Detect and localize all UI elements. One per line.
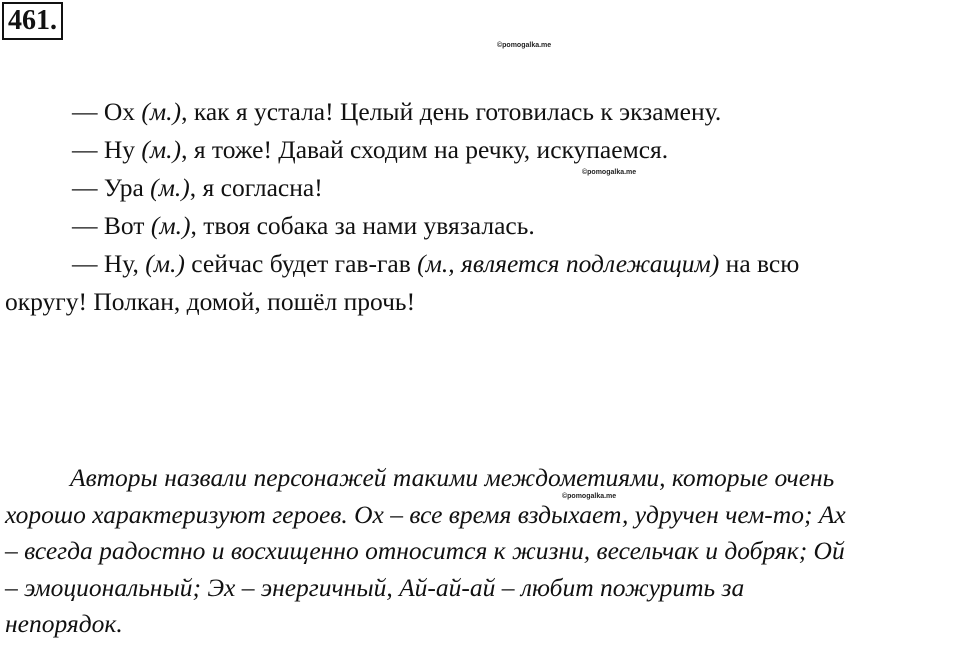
dialogue-text: , как я устала! Целый день готовилась к экзамену. (181, 97, 722, 126)
answer-paragraph (0, 460, 960, 643)
dialogue-text: — Вот (72, 211, 151, 240)
dialogue-note: (м.) (141, 135, 182, 164)
dialogue-note: (м.) (150, 211, 191, 240)
dialogue-text: округу! Полкан, домой, пошёл прочь! (5, 287, 416, 316)
dialogue-line (0, 283, 960, 321)
dialogue-text: на всю (719, 249, 800, 278)
dialogue-text: , я согласна! (189, 173, 323, 202)
dialogue-line (0, 131, 960, 169)
dialogue-line (0, 169, 960, 207)
watermark: ©pomogalka.me (562, 493, 617, 500)
dialogue-note: (м.) (141, 97, 182, 126)
dialogue-text: — Ура (72, 173, 151, 202)
dialogue-text: , я тоже! Давай сходим на речку, искупаемся. (181, 135, 669, 164)
dialogue-text: — Ох (72, 97, 142, 126)
dialogue-line (0, 245, 960, 283)
paragraph-line: хорошо характеризуют героев. Ох – все время вздыхает, удручен чем-то; Ах (5, 499, 846, 529)
dialogue-note: (м.) (145, 249, 185, 278)
paragraph-line: непорядок. (5, 609, 123, 638)
dialogue-text: сейчас будет гав-гав (184, 249, 418, 278)
exercise-number: 461. (2, 2, 63, 40)
dialogue-note: (м., является подлежащим) (417, 249, 720, 278)
dialogue-block (0, 93, 960, 321)
dialogue-text: — Ну (72, 135, 142, 164)
paragraph-line: Авторы назвали персонажей такими междометиями, которые очень (70, 463, 835, 492)
dialogue-text: — Ну, (72, 249, 146, 278)
watermark: ©pomogalka.me (497, 42, 552, 49)
dialogue-line (0, 207, 960, 245)
dialogue-text: , твоя собака за нами увязалась. (190, 211, 535, 240)
dialogue-note: (м.) (150, 173, 190, 202)
paragraph-line: – всегда радостно и восхищенно относится к жизни, весельчак и добряк; Ой (5, 536, 845, 565)
dialogue-line (0, 93, 960, 131)
paragraph-line: – эмоциональный; Эх – энергичный, Ай-ай-ай – любит пожурить за (5, 572, 745, 602)
watermark: ©pomogalka.me (582, 169, 637, 176)
